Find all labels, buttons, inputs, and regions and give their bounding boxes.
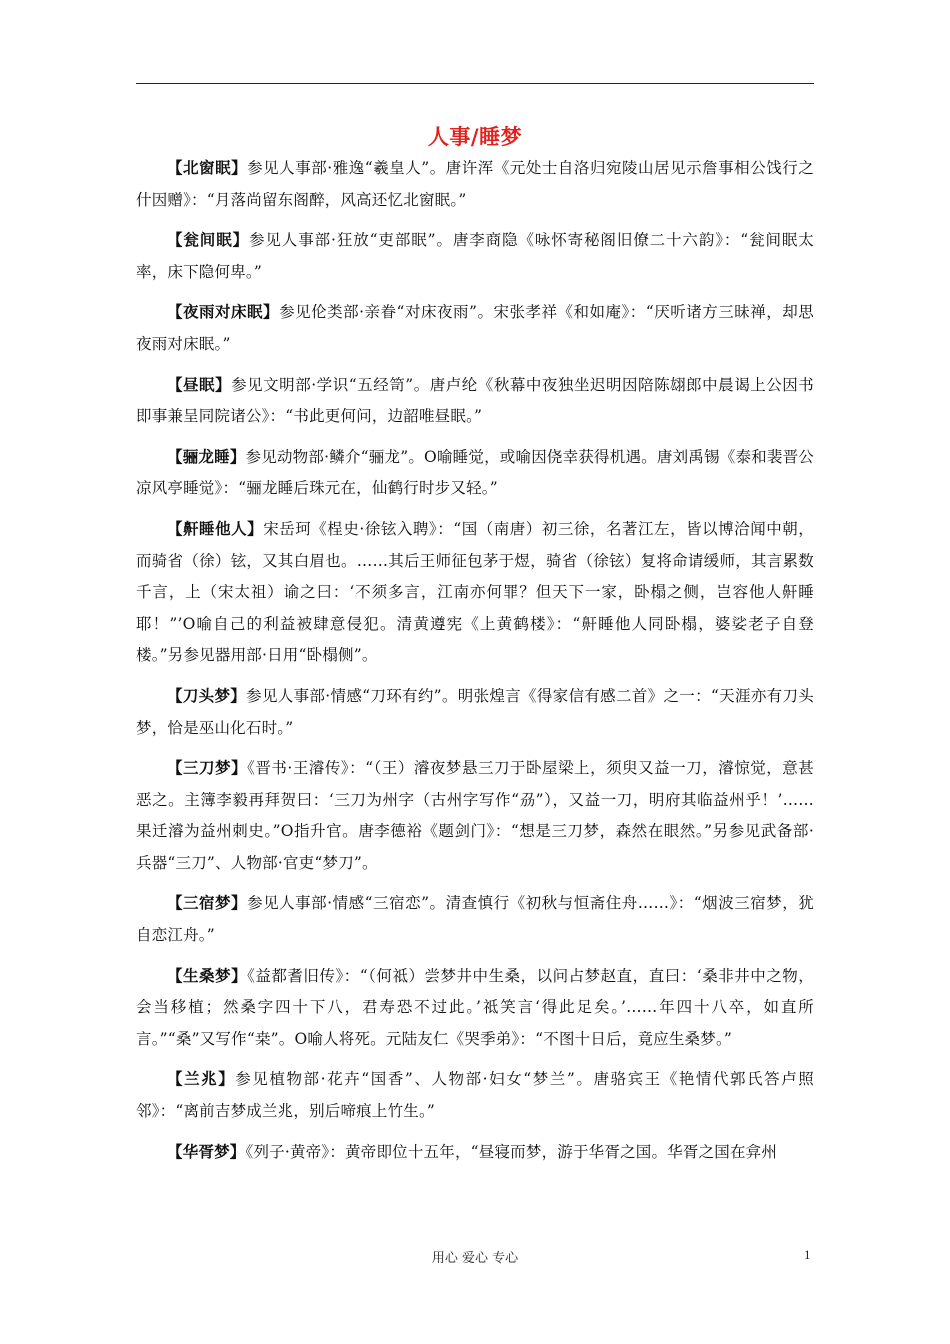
entry-li-long-shui <box>136 441 814 505</box>
header-rule <box>136 83 814 84</box>
entry-text: 《益都耆旧传》：“（何祗）尝梦井中生桑，以问占梦赵直，直曰：‘桑非井中之物，会当移植；然桑字四十下八，君寿恐不过此。’祗笑言‘得此足矣。’……年四十八卒，如直所言。”“桑”又写作“桒”。O喻人将死。元陆友仁《哭季弟》：“不图十日后，竟应生桑梦。” <box>136 966 814 1048</box>
entry-han-shui-ta-ren <box>136 513 814 672</box>
entry-text: 《晋书·王濬传》：“（王）濬夜梦悬三刀于卧屋梁上，须臾又益一刀，濬惊觉，意甚恶之。主簿李毅再拜贺曰：‘三刀为州字（古州字写作“刕”），又益一刀，明府其临益州乎！’……果迁濬为益州刺史。”O指升官。唐李德裕《题剑门》：“想是三刀梦，森然在眼然。”另参见武备部·兵器“三刀”、人物部·官吏“梦刀”。 <box>136 759 814 872</box>
entry-text: 参见动物部·鳞介“骊龙”。O喻睡觉，或喻因侥幸获得机遇。唐刘禹锡《泰和裴晋公凉风亭睡觉》：“骊龙睡后珠元在，仙鹤行时步又轻。” <box>136 447 814 498</box>
entry-head: 【骊龙睡】 <box>167 446 246 466</box>
entry-san-su-meng <box>136 887 814 951</box>
page-footer: 用心 爱心 专心 <box>431 1251 519 1266</box>
entry-head: 【北窗眠】 <box>167 158 248 177</box>
entry-text: 参见人事部·狂放“吏部眠”。唐李商隐《咏怀寄秘阁旧僚二十六韵》：“瓮间眠太率，床下隐何卑。” <box>136 231 814 281</box>
entry-ye-yu-dui-chuang-mian <box>136 296 814 360</box>
entry-text: 参见伦类部·亲眷“对床夜雨”。宋张孝祥《和如庵》：“厌听诸方三昧禅，却思夜雨对床眠。” <box>136 303 814 353</box>
entry-weng-jian-mian <box>136 224 814 288</box>
document-body <box>136 152 814 1176</box>
page-number: 1 <box>804 1247 811 1262</box>
entry-text: 参见文明部·学识“五经笥”。唐卢纶《秋幕中夜独坐迟明因陪陈翃郎中晨谒上公因书即事兼呈同院诸公》：“书此更何问，边韶唯昼眠。” <box>136 375 814 426</box>
entry-head: 【瓮间眠】 <box>167 230 249 250</box>
entry-lan-zhao <box>136 1063 814 1127</box>
entry-text: 参见人事部·情感“三宿恋”。清查慎行《初秋与恒斋住舟……》：“烟波三宿梦，犹自恋江舟。” <box>136 894 814 945</box>
entry-text: 《列子·黄帝》：黄帝即位十五年，“昼寝而梦，游于华胥之国。华胥之国在弇州 <box>245 1142 778 1161</box>
entry-head: 【生桑梦】 <box>167 965 248 985</box>
entry-head: 【三宿梦】 <box>167 893 248 913</box>
entry-hua-xu-meng <box>136 1136 814 1169</box>
entry-sheng-sang-meng <box>136 960 814 1056</box>
entry-head: 【昼眠】 <box>167 374 232 394</box>
entry-text: 参见人事部·情感“刀环有约”。明张煌言《得家信有感二首》之一：“天涯亦有刀头梦，恰是巫山化石时。” <box>136 686 814 737</box>
entry-head: 【夜雨对床眠】 <box>167 302 280 322</box>
entry-text: 宋岳珂《桯史·徐铉入聘》：“国（南唐）初三徐，名著江左，皆以博洽闻中朝，而骑省（徐）铉，又其白眉也。……其后王师征包茅于煜，骑省（徐铉）复将命请缓师，其言累数千言，上（宋太祖）谕之曰：‘不须多言，江南亦何罪？但天下一家，卧榻之侧，岂容他人鼾睡耶！”’O喻自己的利益被肆意侵犯。清黄遵宪《上黄鹤楼》：“鼾睡他人同卧榻，婆娑老子自登楼。”另参见器用部·日用“卧榻侧”。 <box>136 519 815 665</box>
entry-head: 【三刀梦】 <box>167 758 248 778</box>
entry-head: 【鼾睡他人】 <box>167 518 264 538</box>
entry-head: 【华胥梦】 <box>167 1141 246 1161</box>
entry-dao-tou-meng <box>136 680 814 744</box>
page-title: 人事/睡梦 <box>427 124 523 149</box>
entry-head: 【兰兆】 <box>167 1069 236 1089</box>
entry-zhou-mian <box>136 369 814 433</box>
entry-san-dao-meng <box>136 752 814 879</box>
entry-text: 参见人事部·雅逸“羲皇人”。唐许浑《元处士自洛归宛陵山居见示詹事相公饯行之什因赠》：“月落尚留东阁醉，风高还忆北窗眠。” <box>136 159 814 209</box>
entry-bei-chuang-mian <box>136 152 814 216</box>
entry-text: 参见植物部·花卉“国香”、人物部·妇女“梦兰”。唐骆宾王《艳情代郭氏答卢照邻》：“离前吉梦成兰兆，别后啼痕上竹生。” <box>136 1070 814 1121</box>
entry-head: 【刀头梦】 <box>167 685 247 705</box>
